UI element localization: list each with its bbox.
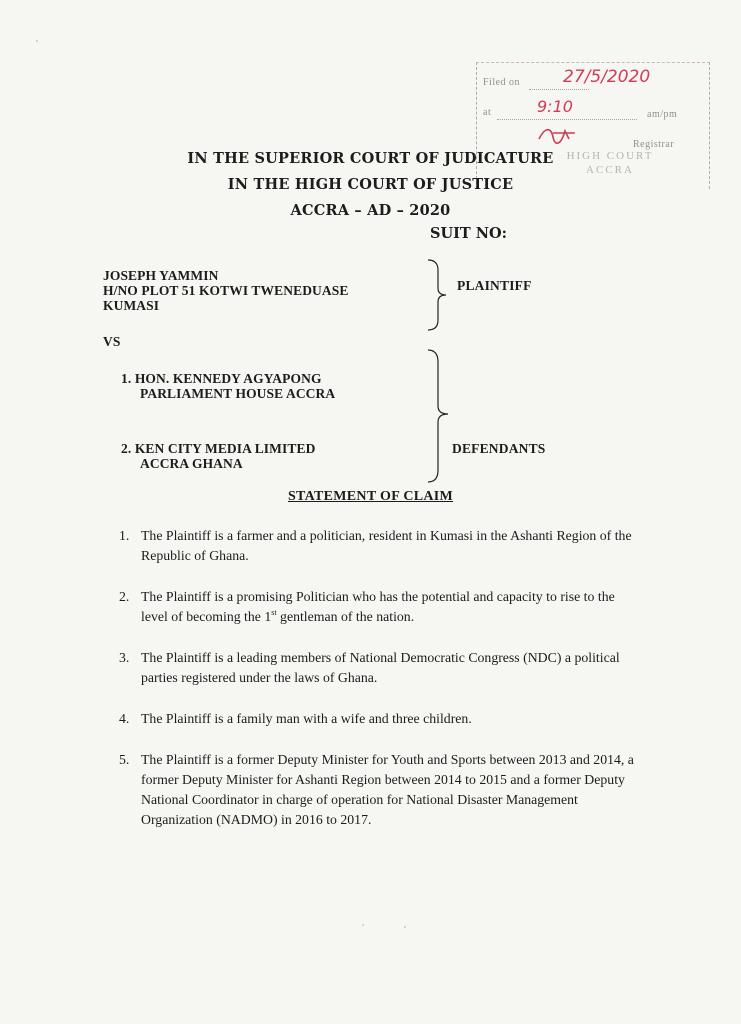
defendants-brace-icon [424,348,450,484]
claim-text-part: gentleman of the nation. [276,609,415,624]
claim-text-part: The Plaintiff is a promising Politician who has the potential and capacity to rise to the level of becoming the 1 [141,589,615,624]
claim-superscript: st [271,608,277,617]
plaintiff-role-label: PLAINTIFF [457,278,532,293]
court-title-line2: IN THE HIGH COURT OF JUSTICE [227,176,514,193]
claims-list [119,526,639,851]
stamp-dotted-line [529,89,589,90]
defendant-1-name: HON. KENNEDY AGYAPONG [134,371,322,386]
stamp-unit-label: am/pm [647,109,678,120]
versus-label: VS [103,334,121,349]
claim-number: 2. [119,589,130,604]
claim-item-4 [119,709,639,729]
claim-text: The Plaintiff is a family man with a wife and three children. [141,711,472,726]
defendant-2-name: KEN CITY MEDIA LIMITED [134,441,316,456]
stamp-registrar-label: Registrar [633,139,675,150]
stamp-filed-on-label: Filed on [483,77,521,88]
claim-item-3 [119,648,639,688]
plaintiff-name: JOSEPH YAMMIN [103,268,219,283]
stamp-dotted-line [497,119,637,120]
scan-speck [36,40,38,42]
claim-text: The Plaintiff is a leading members of National Democratic Congress (NDC) a political parties registered under the laws of Ghana. [141,650,620,685]
defendant-2-block [121,441,315,471]
court-title-line3: ACCRA – AD – 2020 [290,202,451,219]
plaintiff-block [103,268,348,313]
plaintiff-brace-icon [424,258,448,332]
scan-speck [404,926,406,928]
defendant-1-number: 1. [121,371,132,386]
scan-speck [362,924,364,926]
claim-text: The Plaintiff is a former Deputy Minister for Youth and Sports between 2013 and 2014, a former Deputy Minister for Ashanti Region between 2014 to 2015 and a former Deputy National Coordinator in charge of operation for National Disaster Management Organization (NADMO) in 2016 to 2017. [141,752,634,827]
stamp-seal-line1: HIGH COURT [566,150,654,162]
claim-number: 4. [119,711,130,726]
claim-item-1 [119,526,639,566]
claim-number: 5. [119,752,130,767]
court-filing-stamp [476,62,710,189]
defendant-2-address: ACCRA GHANA [140,456,243,471]
registrar-signature-icon [535,123,581,147]
statement-of-claim-heading: STATEMENT OF CLAIM [287,489,454,504]
defendant-1-block [121,371,335,401]
stamp-filed-date: 27/5/2020 [563,67,651,87]
claim-item-2 [119,587,639,627]
court-title-line1: IN THE SUPERIOR COURT OF JUDICATURE [187,150,554,167]
defendants-role-label: DEFENDANTS [452,441,546,456]
claim-item-5 [119,750,639,830]
claim-text [141,587,639,627]
claim-number: 3. [119,650,130,665]
claim-text: The Plaintiff is a farmer and a politician, resident in Kumasi in the Ashanti Region of the Republic of Ghana. [141,528,632,563]
plaintiff-address-line1: H/NO PLOT 51 KOTWI TWENEDUASE [103,283,349,298]
stamp-at-time: 9:10 [537,97,573,116]
defendant-1-address: PARLIAMENT HOUSE ACCRA [140,386,336,401]
stamp-seal-line2: ACCRA [586,164,634,176]
stamp-at-label: at [483,107,492,118]
suit-number-label: SUIT NO: [430,225,507,242]
defendant-2-number: 2. [121,441,132,456]
claim-number: 1. [119,528,130,543]
plaintiff-address-line2: KUMASI [103,298,160,313]
